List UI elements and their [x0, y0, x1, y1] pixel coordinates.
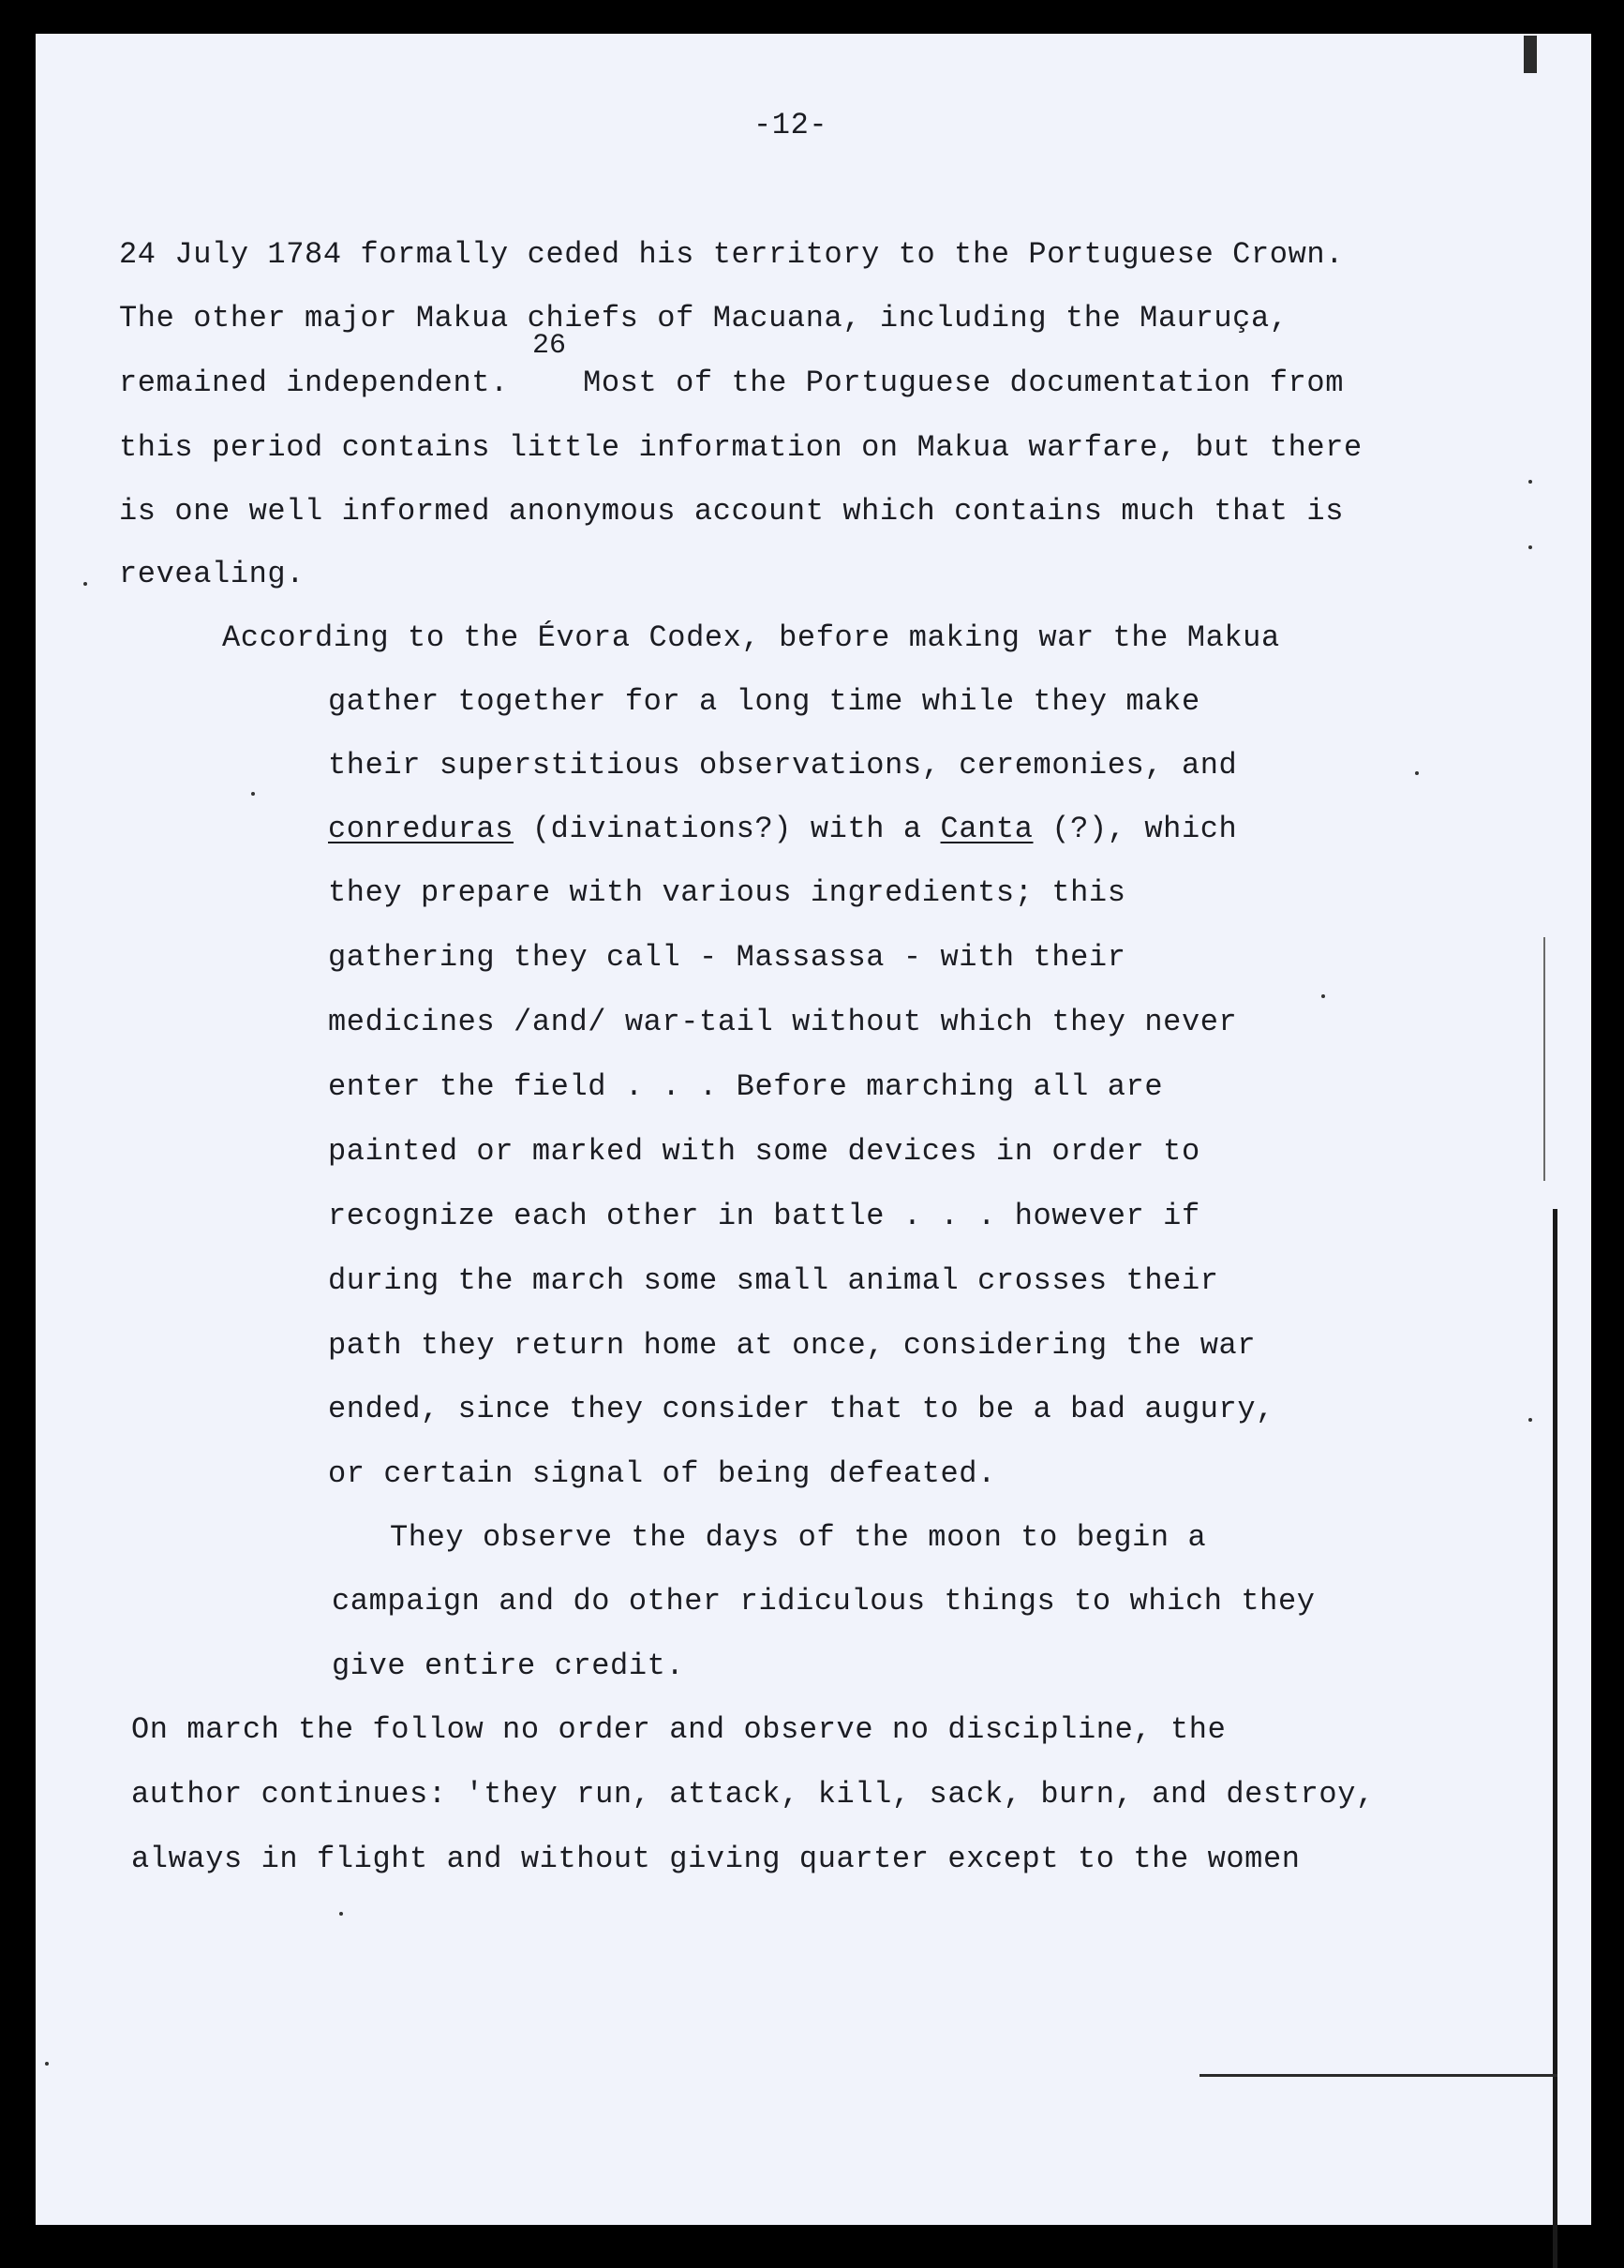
- quote1-line3: conreduras (divinations?) with a Canta (?), which: [328, 812, 1238, 846]
- scan-speck: [1321, 994, 1325, 998]
- scan-speck: [1528, 545, 1532, 549]
- p1-line1: 24 July 1784 formally ceded his territory to the Portuguese Crown.: [119, 237, 1345, 272]
- footnote-reference: 26: [532, 330, 567, 362]
- quote2-line2: campaign and do other ridiculous things to which they: [332, 1584, 1316, 1619]
- margin-rule-light: [1543, 937, 1545, 1181]
- quote1-line9: recognize each other in battle . . . however if: [328, 1199, 1200, 1233]
- p3-line2: author continues: 'they run, attack, kill, sack, burn, and destroy,: [131, 1777, 1375, 1812]
- quote2-line1: They observe the days of the moon to begin a: [390, 1520, 1207, 1555]
- p3-line1: On march the follow no order and observe no discipline, the: [131, 1712, 1227, 1747]
- p1-line3: remained independent. Most of the Portuguese documentation from: [119, 366, 1345, 400]
- scan-speck: [1528, 1418, 1532, 1422]
- quote1-line6: medicines /and/ war-tail without which they never: [328, 1005, 1238, 1039]
- scan-speck: [45, 2062, 49, 2066]
- margin-rule-right: [1553, 1209, 1557, 2268]
- p1-line2: The other major Makua chiefs of Macuana, including the Mauruça,: [119, 301, 1289, 336]
- scan-edge-mark: [1524, 36, 1537, 73]
- p1-line4: this period contains little information on Makua warfare, but there: [119, 430, 1363, 465]
- p1-line6: revealing.: [119, 557, 305, 591]
- quote-intro-line: According to the Évora Codex, before making war the Makua: [222, 620, 1280, 655]
- quote1-line5: gathering they call - Massassa - with their: [328, 940, 1126, 975]
- quote1-line1: gather together for a long time while they make: [328, 684, 1200, 719]
- quote1-line2: their superstitious observations, ceremonies, and: [328, 748, 1238, 783]
- scan-speck: [1528, 480, 1532, 484]
- scan-speck: [1415, 771, 1419, 775]
- quote1-line13: or certain signal of being defeated.: [328, 1456, 996, 1491]
- scan-speck: [83, 582, 87, 586]
- scan-speck: [339, 1912, 343, 1916]
- term-conreduras: conreduras: [328, 812, 514, 846]
- quote2-line3: give entire credit.: [332, 1649, 685, 1683]
- margin-rule-bottom: [1199, 2074, 1557, 2077]
- quote1-line8: painted or marked with some devices in order to: [328, 1134, 1200, 1169]
- term-canta: Canta: [940, 812, 1034, 846]
- quote1-line10: during the march some small animal crosses their: [328, 1263, 1219, 1298]
- quote1-line7: enter the field . . . Before marching all are: [328, 1069, 1164, 1104]
- p3-line3: always in flight and without giving quarter except to the women: [131, 1842, 1301, 1876]
- quote1-line12: ended, since they consider that to be a bad augury,: [328, 1392, 1274, 1426]
- quote1-line4: they prepare with various ingredients; this: [328, 875, 1126, 910]
- p1-line5: is one well informed anonymous account which contains much that is: [119, 494, 1345, 529]
- quote1-line11: path they return home at once, considering the war: [328, 1328, 1257, 1363]
- document-page: [36, 34, 1591, 2225]
- scan-speck: [251, 792, 255, 796]
- page-number: -12-: [753, 108, 828, 142]
